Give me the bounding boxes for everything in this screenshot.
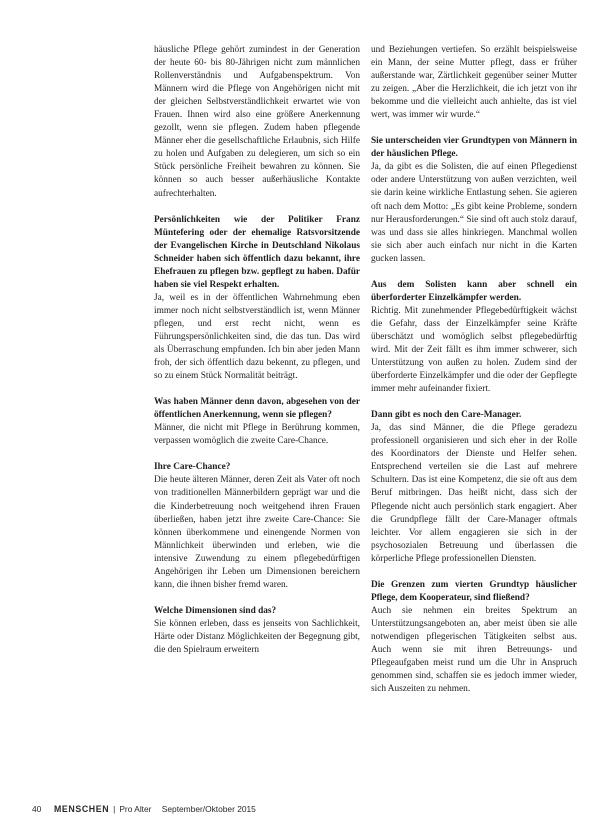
interview-answer: und Beziehungen vertiefen. So erzählt beispielsweise ein Mann, der seine Mutter pflegt, dass er früher außerstande war, Zärtlichkeit gegenüber seiner Mutter zu zeigen. „Aber die Herzlichkeit, die ich jetzt von ihr bekomme und die vielleicht auch anhielte, das ist viel wert, was immer wir wurde.“ [371,45,577,121]
page-footer [32,802,332,816]
issue-date: September/Oktober 2015 [161,804,256,814]
interview-answer: Männer, die nicht mit Pflege in Berührung kommen, verpassen womöglich die zweite Care-Chance. [154,423,360,447]
interview-question: Welche Dimensionen sind das? [154,605,277,616]
section-name: Pro Alter [119,804,152,814]
interview-question: Ihre Care-Chance? [154,462,231,473]
interview-question: Sie unterscheiden vier Grundtypen von Männern in der häuslichen Pflege. [371,136,577,160]
interview-question: Was haben Männer denn davon, abgesehen von der öffentlichen Anerkennung, wenn sie pflegen? [154,397,360,421]
footer-separator: | [113,804,116,814]
interview-answer: Die heute älteren Männer, deren Zeit als Vater oft noch von traditionellen Männerbildern geprägt war und die die Kinderbetreuung noch weitgehend ihren Frauen überließen, haben jetzt ihre zweite Care-Chance: Sie können überkommene und einengende Normen von Männlichkeit überwinden und erleben, wie die intensive Zuwendung zu einem pflegebedürftigen Angehörigen ihr Leben um Dimensionen bereichern kann, die ihnen bisher fremd waren. [154,475,360,590]
magazine-name: MENSCHEN [54,804,110,814]
interview-answer: Ja, da gibt es die Solisten, die auf einen Pflegedienst oder andere Unterstützung von außen verzichten, weil sie darin keine wirkliche Entlastung sehen. Sie agieren oft nach dem Motto: „Es gibt keine Probleme, sondern nur Herausforderungen.“ Sie sind oft auch stolz darauf, was und dass sie alles hinkriegen. Manchmal wollen sie sich aber auch einfach nur nicht in die Karten gucken lassen. [371,162,577,264]
page-number: 40 [32,804,42,814]
interview-answer: Richtig. Mit zunehmender Pflegebedürftigkeit wächst die Gefahr, dass der Einzelkämpfer seine Kräfte überschätzt und womöglich selbst pflegebedürftig wird. Mit der Zeit fällt es ihm immer schwerer, sich Unterstützung von außen zu holen. Zudem sind der überforderte Einzelkämpfer und die oder der Gepflegte immer mehr aufeinander fixiert. [371,305,577,395]
interview-question: Die Grenzen zum vierten Grundtyp häuslicher Pflege, dem Kooperateur, sind fließend? [371,579,577,603]
right-text-column [371,44,577,789]
interview-answer: Ja, das sind Männer, die die Pflege geradezu professionell organisieren und sich eher in der Rolle des Koordinators der Dienste und Helfer sehen. Entsprechend verteilen sie die Last auf mehrere Schultern. Das ist eine Kompetenz, die sie oft aus dem Beruf mitbringen. Das heißt nicht, dass sich der Pflegende nicht auch persönlich stark engagiert. Aber die Grundpflege fällt der Care-Manager oftmals leichter. Vor allem engagieren sie sich in der psychosozialen Betreuung und überlassen die körperliche Pflege professionellen Diensten. [371,423,577,564]
interview-answer: häusliche Pflege gehört zumindest in der Generation der heute 60- bis 80-Jährigen nicht zum männlichen Rollenverständnis und Aufgabenspektrum. Von Männern wird die Pflege von Angehörigen nicht mit der gleichen Selbstverständlichkeit erwartet wie von Frauen. Ihnen wird also eine größere Anerkennung gezollt, wenn sie pflegen. Zudem haben pflegende Männer eher die gesellschaftliche Erlaubnis, sich Hilfe zu holen und Aufgaben zu delegieren, um sich so ein Stück persönliche Freiheit bewahren zu können. Sie können so auch besser außerhäusliche Kontakte aufrechterhalten. [154,45,360,199]
interview-question: Aus dem Solisten kann aber schnell ein überforderter Einzelkämpfer werden. [371,279,577,303]
interview-question: Persönlichkeiten wie der Politiker Franz Müntefering oder der ehemalige Ratsvorsitzende der Evangelischen Kirche in Deutschland Nikolaus Schneider haben sich öffentlich dazu bekannt, ihre Ehefrauen zu pflegen bzw. gepflegt zu haben. Dafür haben sie viel Respekt erhalten. [154,214,360,290]
interview-answer: Sie können erleben, dass es jenseits von Sachlichkeit, Härte oder Distanz Möglichkeiten der Begegnung gibt, die den Spielraum erweitern [154,618,360,655]
interview-answer: Ja, weil es in der öffentlichen Wahrnehmung eben immer noch nicht selbstverständlich ist, wenn Männer pflegen, und erst recht nicht, wenn es Führungspersönlichkeiten sind, die das tun. Das wird als Überraschung empfunden. Ich bin aber jeden Mann froh, der sich öffentlich dazu bekennt, zu pflegen, und so zu einem Stück Normalität beiträgt. [154,292,360,382]
interview-question: Dann gibt es noch den Care-Manager. [371,410,522,421]
interview-answer: Auch sie nehmen ein breites Spektrum an Unterstützungsangeboten an, aber meist üben sie alle notwendigen pflegerischen Tätigkeiten selbst aus. Auch wenn sie mit ihren Betreuungs- und Pflegeaufgaben meist rund um die Uhr in Anspruch genommen sind, schaffen sie es jedoch immer wieder, sich Auszeiten zu nehmen. [371,605,577,695]
left-text-column [154,44,360,789]
